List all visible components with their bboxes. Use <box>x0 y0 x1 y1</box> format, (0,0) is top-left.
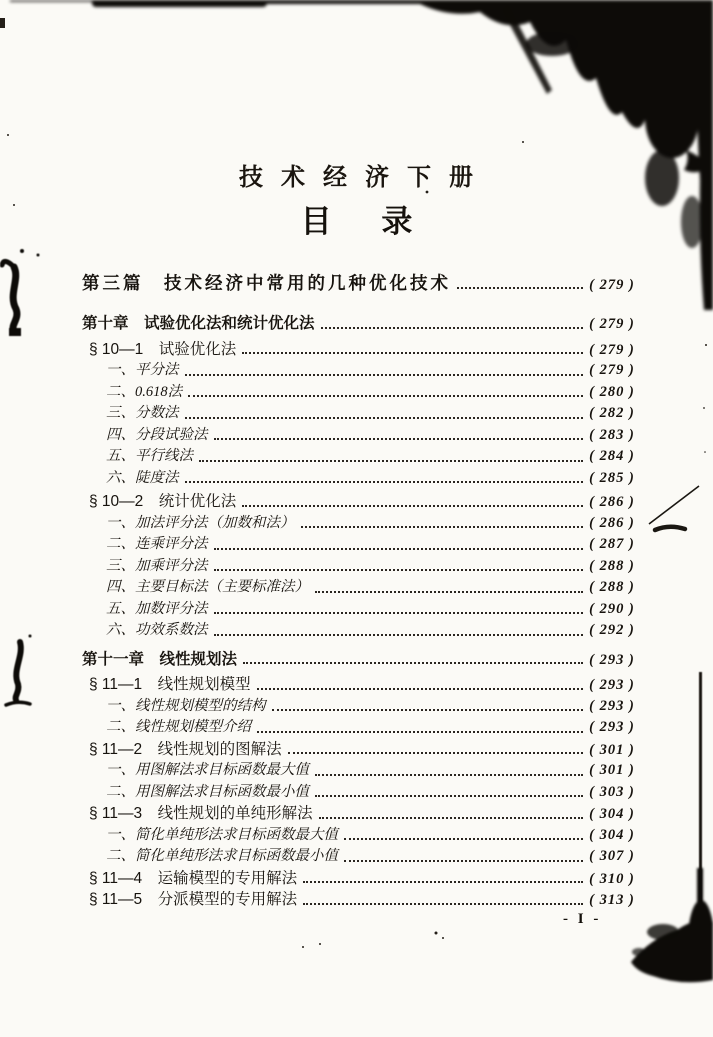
toc-entry-label: § 11—4 运输模型的专用解法 <box>89 869 298 887</box>
toc-entry <box>82 271 638 295</box>
footer-page-number: - I - <box>563 911 602 927</box>
toc-entry-page: ( 280 ) <box>589 383 635 400</box>
toc-entry <box>82 339 638 361</box>
toc-entry-label: § 10—2 统计优化法 <box>89 493 237 510</box>
dot-leader <box>321 327 583 329</box>
toc-entry <box>82 556 638 578</box>
dot-leader <box>303 881 583 883</box>
dot-leader <box>242 505 583 507</box>
toc-entry <box>82 425 638 447</box>
toc-entry-page: ( 310 ) <box>589 870 635 887</box>
toc-entry-label: 第三篇 技术经济中常用的几种优化技术 <box>82 273 451 293</box>
toc-entry <box>82 696 638 718</box>
toc-entry-label: 四、主要目标法（主要标准法） <box>106 579 309 595</box>
toc-entry-page: ( 293 ) <box>589 677 635 693</box>
toc-entry-label: § 10—1 试验优化法 <box>89 340 237 358</box>
dot-leader <box>214 569 584 571</box>
toc-entry-page: ( 282 ) <box>589 405 635 421</box>
toc-entry-label: 三、加乘评分法 <box>106 557 208 574</box>
toc-heading: 目 录 <box>300 204 413 239</box>
toc-entry <box>82 782 638 804</box>
toc-entry-page: ( 307 ) <box>589 848 635 864</box>
toc-entry-page: ( 304 ) <box>589 826 635 843</box>
table-of-contents <box>82 271 638 911</box>
toc-entry-label: 五、加数评分法 <box>106 600 208 617</box>
dot-leader <box>188 395 583 397</box>
toc-entry <box>82 382 638 404</box>
toc-entry-label: 一、平分法 <box>106 362 179 378</box>
toc-entry-label: 第十一章 线性规划法 <box>82 650 238 668</box>
toc-entry-label: 三、分数法 <box>106 405 179 421</box>
dot-leader <box>344 838 583 840</box>
dot-leader <box>344 860 583 862</box>
toc-entry <box>82 846 638 868</box>
dot-leader <box>288 752 583 754</box>
dot-leader <box>214 612 584 614</box>
dot-leader <box>214 634 584 636</box>
dot-leader <box>185 374 584 376</box>
toc-entry-page: ( 286 ) <box>589 494 635 510</box>
toc-entry <box>82 599 638 621</box>
toc-entry <box>82 403 638 425</box>
toc-entry <box>82 513 638 535</box>
toc-entry-page: ( 304 ) <box>589 806 635 822</box>
toc-entry <box>82 760 638 782</box>
toc-entry-page: ( 293 ) <box>589 651 635 668</box>
toc-entry-page: ( 303 ) <box>589 783 635 800</box>
scan-line-right-edge <box>699 672 702 904</box>
toc-entry-label: 一、线性规划模型的结构 <box>106 697 266 714</box>
toc-entry-page: ( 288 ) <box>589 557 635 574</box>
toc-entry-label: § 11—5 分派模型的专用解法 <box>89 891 298 908</box>
toc-entry <box>82 446 638 468</box>
toc-entry-label: 二、0.618法 <box>106 383 183 400</box>
toc-entry-page: ( 279 ) <box>589 316 635 332</box>
toc-entry <box>82 825 638 847</box>
toc-entry-page: ( 284 ) <box>589 448 635 464</box>
dot-leader <box>319 817 583 819</box>
scan-mark-left-lower <box>0 632 60 712</box>
scan-scratch-right-middle <box>633 480 713 540</box>
toc-entry-page: ( 301 ) <box>589 762 635 778</box>
dot-leader <box>199 460 583 462</box>
toc-entry-page: ( 287 ) <box>589 536 635 552</box>
toc-entry-page: ( 292 ) <box>589 622 635 638</box>
toc-entry-label: 一、用图解法求目标函数最大值 <box>106 762 309 778</box>
toc-entry-label: § 11—1 线性规划模型 <box>89 676 251 693</box>
toc-entry <box>82 360 638 382</box>
dot-leader <box>243 662 583 664</box>
toc-entry-page: ( 279 ) <box>589 341 635 358</box>
toc-entry-label: 第十章 试验优化法和统计优化法 <box>82 315 315 332</box>
dot-leader <box>242 352 583 354</box>
toc-entry-label: 二、用图解法求目标函数最小值 <box>106 783 309 800</box>
toc-entry <box>82 620 638 642</box>
toc-entry-page: ( 293 ) <box>589 719 635 735</box>
dot-leader <box>301 526 584 528</box>
toc-entry <box>82 577 638 599</box>
toc-entry <box>82 717 638 739</box>
dot-leader <box>214 438 584 440</box>
toc-entry-label: 二、线性规划模型介绍 <box>106 719 251 735</box>
scan-mark-left-upper <box>0 245 60 355</box>
dot-leader <box>457 287 583 289</box>
toc-entry-page: ( 293 ) <box>589 697 635 714</box>
toc-entry <box>82 889 638 911</box>
toc-entry-page: ( 285 ) <box>589 469 635 486</box>
toc-entry-label: 四、分段试验法 <box>106 426 208 443</box>
toc-entry-label: 二、连乘评分法 <box>106 536 208 552</box>
book-title: 技 术 经 济 下 册 <box>239 165 474 191</box>
toc-entry <box>82 868 638 890</box>
dot-leader <box>272 709 584 711</box>
toc-entry-page: ( 288 ) <box>589 579 635 595</box>
toc-entry <box>82 803 638 825</box>
toc-entry-page: ( 279 ) <box>589 362 635 378</box>
toc-entry-page: ( 283 ) <box>589 426 635 443</box>
dot-leader <box>315 774 583 776</box>
toc-entry <box>82 534 638 556</box>
toc-entry-label: 五、平行线法 <box>106 448 193 464</box>
toc-entry <box>82 739 638 761</box>
dot-leader <box>315 795 583 797</box>
toc-entry-page: ( 313 ) <box>589 892 635 908</box>
toc-entry <box>82 649 638 671</box>
dot-leader <box>214 548 584 550</box>
toc-entry-label: 一、加法评分法（加数和法） <box>106 514 295 531</box>
toc-entry-label: 六、陡度法 <box>106 469 179 486</box>
toc-entry-page: ( 290 ) <box>589 600 635 617</box>
toc-entry-label: 一、简化单纯形法求目标函数最大值 <box>106 826 338 843</box>
toc-entry <box>82 468 638 490</box>
dot-leader <box>303 903 583 905</box>
toc-entry-page: ( 301 ) <box>589 741 635 758</box>
toc-entry-page: ( 286 ) <box>589 514 635 531</box>
toc-entry-label: § 11—2 线性规划的图解法 <box>89 740 282 758</box>
dot-leader <box>185 417 584 419</box>
toc-entry <box>82 313 638 335</box>
toc-entry-page: ( 279 ) <box>589 277 635 293</box>
dot-leader <box>185 481 584 483</box>
dot-leader <box>257 731 583 733</box>
dot-leader <box>257 688 583 690</box>
toc-entry-label: 二、简化单纯形法求目标函数最小值 <box>106 848 338 864</box>
toc-entry <box>82 491 638 513</box>
toc-entry-label: 六、功效系数法 <box>106 622 208 638</box>
toc-entry-label: § 11—3 线性规划的单纯形解法 <box>89 805 313 822</box>
dot-leader <box>315 591 583 593</box>
toc-entry <box>82 674 638 696</box>
